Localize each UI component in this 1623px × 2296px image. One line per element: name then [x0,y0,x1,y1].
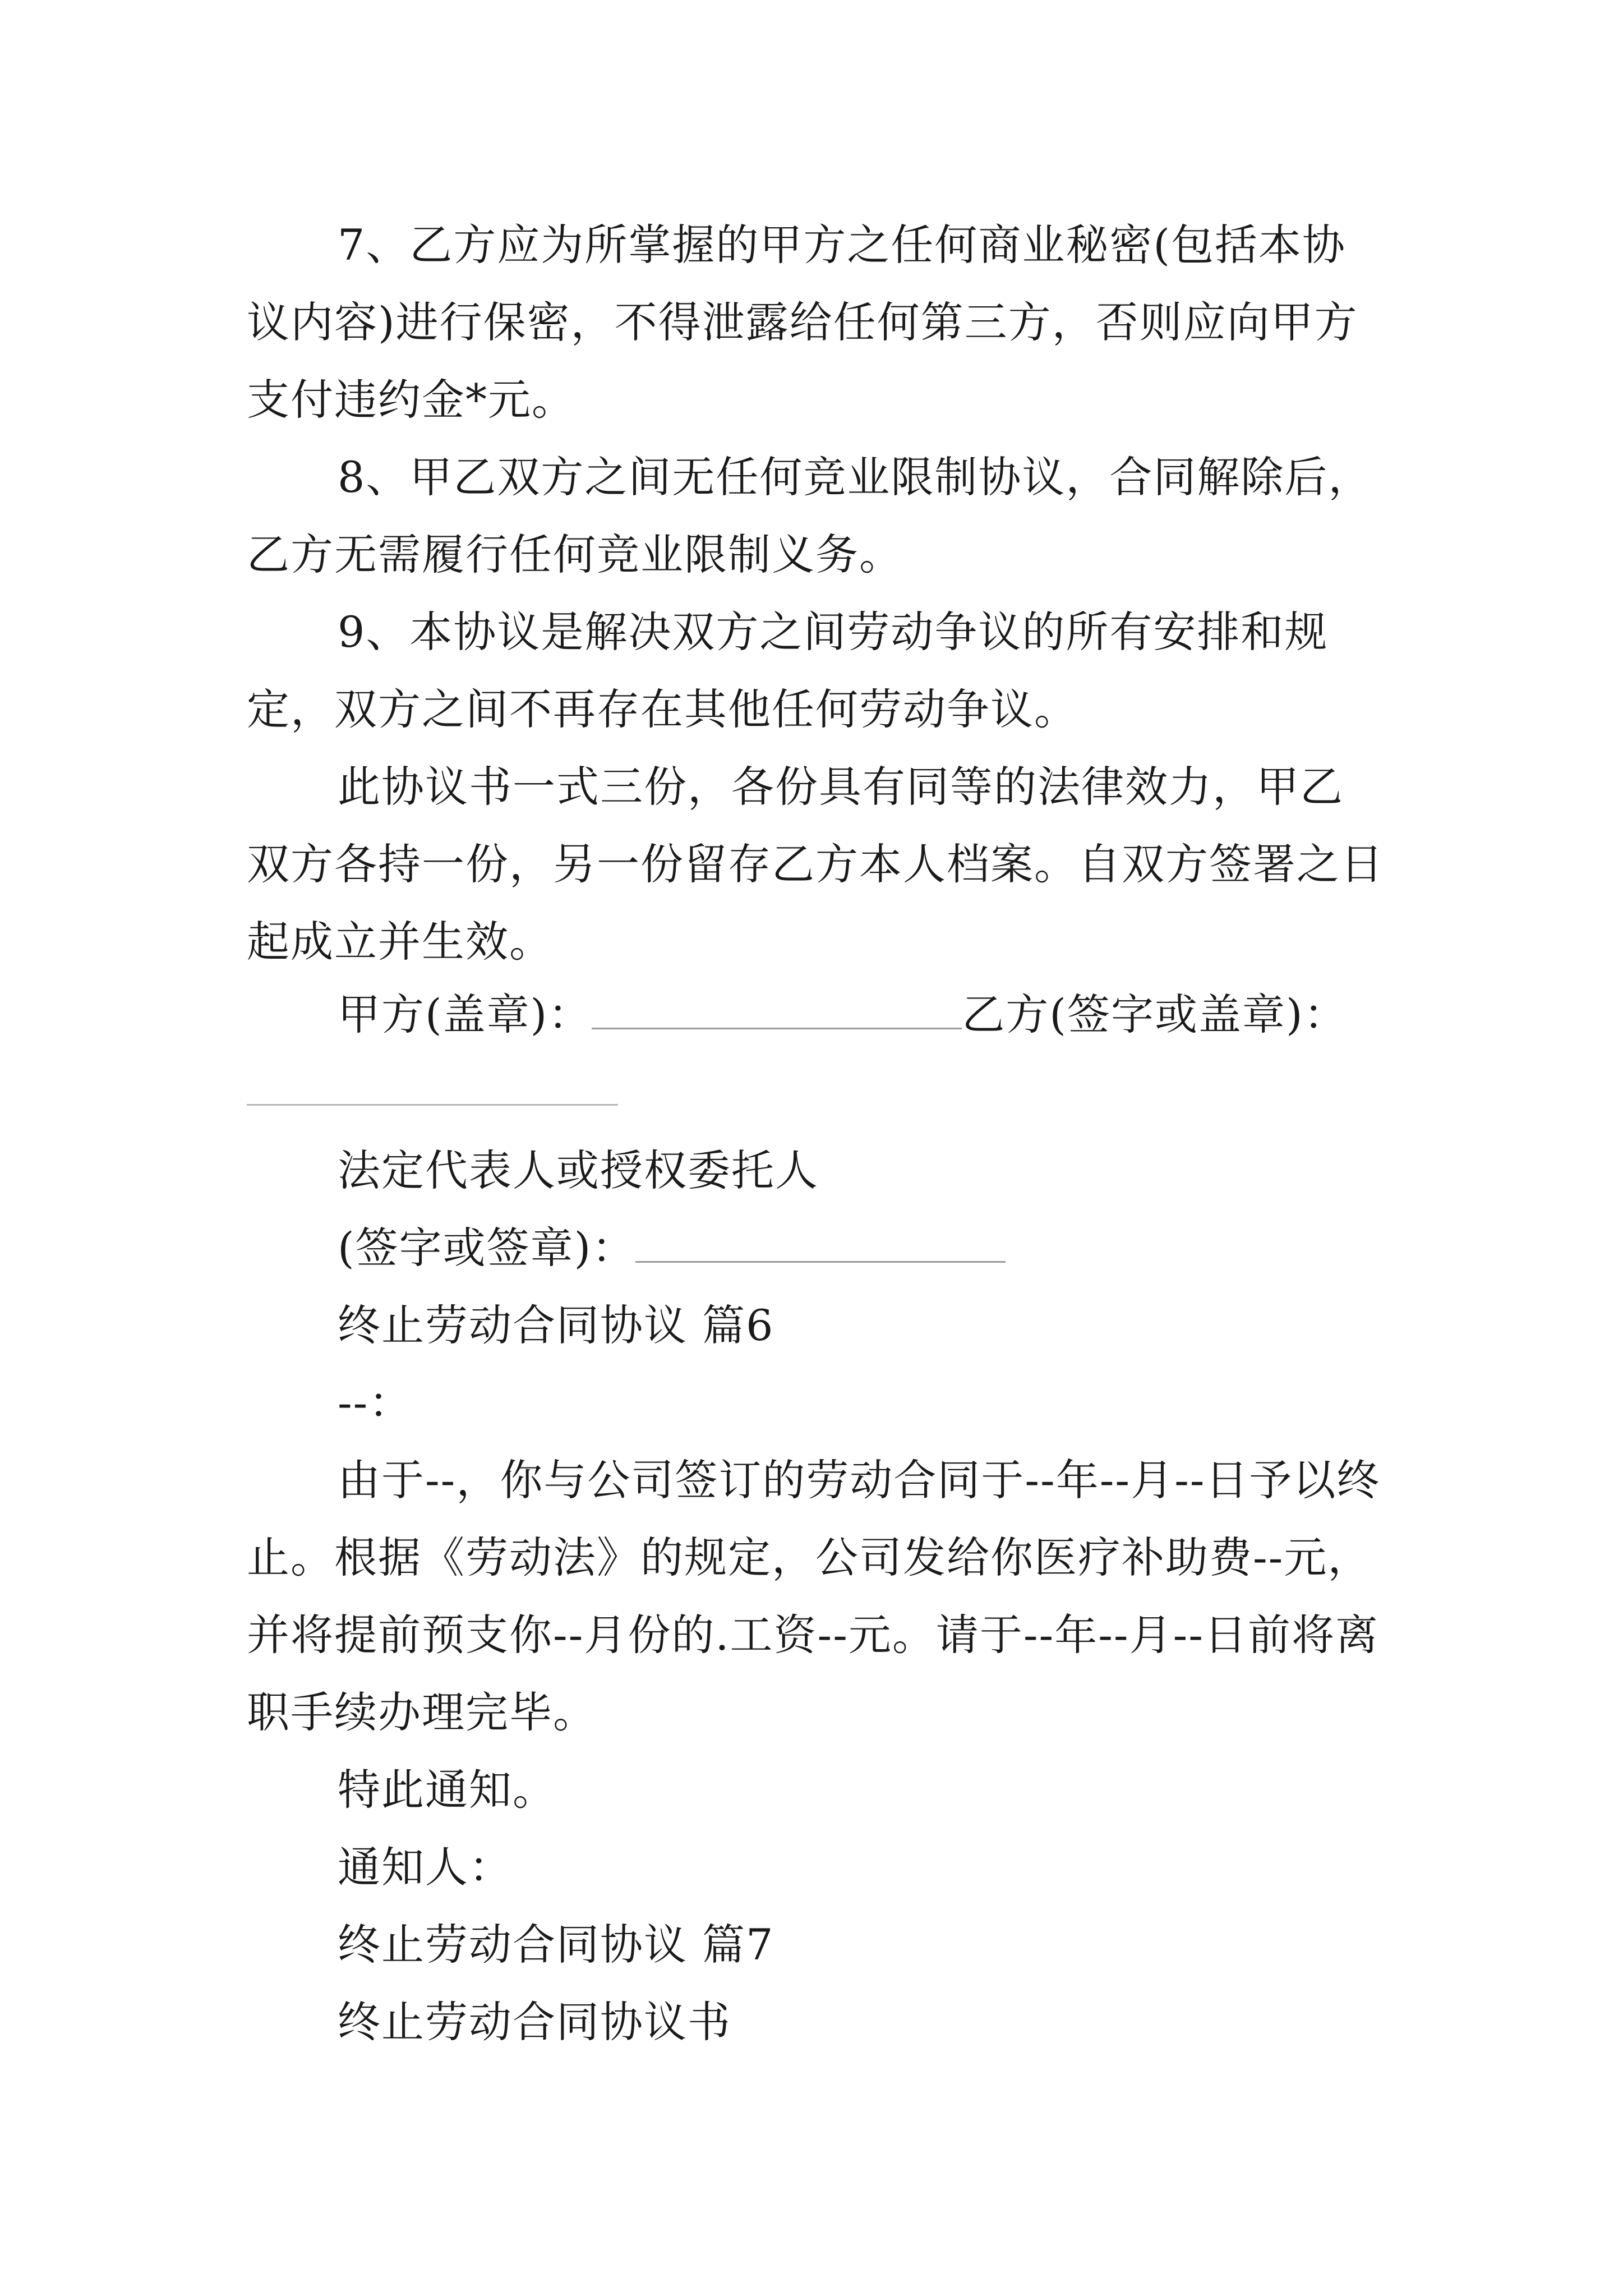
clause-block [247,206,1385,981]
copies-clause: 此协议书一式三份，各份具有同等的法律效力，甲乙双方各持一份，另一份留存乙方本人档案。自双方签署之日起成立并生效。 [247,762,1384,967]
rep-line-2 [338,1209,1006,1287]
notice-block [247,1442,1385,1751]
notice-body: 由于--，你与公司签订的劳动合同于--年--月--日予以终止。根据《劳动法》的规定，公司发给你医疗补助费--元，并将提前预支你--月份的.工资--元。请于--年--月--日前将离职手续办理完毕。 [247,1455,1381,1737]
clause-8: 8、甲乙双方之间无任何竞业限制协议，合同解除后，乙方无需履行任何竞业限制义务。 [247,452,1372,579]
rep-line-1: 法定代表人或授权委托人 [338,1145,819,1195]
section-6-title: 终止劳动合同协议 篇6 [338,1300,774,1350]
signature-line [338,976,1348,1053]
party-a-label: 甲方(盖章)： [338,990,592,1039]
party-b-label: 乙方(签字或盖章)： [962,990,1348,1039]
clause-7: 7、乙方应为所掌握的甲方之任何商业秘密(包括本协议内容)进行保密，不得泄露给任何第三方，否则应向甲方支付违约金*元。 [247,220,1358,425]
addressee: --： [338,1378,413,1428]
rep-sign-label: (签字或签章)： [338,1223,636,1273]
clause-9: 9、本协议是解决双方之间劳动争议的所有安排和规定，双方之间不再存在其他任何劳动争议。 [247,607,1329,734]
party-b-blank [247,1104,618,1106]
section-7-title: 终止劳动合同协议 篇7 [338,1920,774,1970]
notifier: 通知人： [338,1842,513,1892]
rep-sign-blank [635,1260,1006,1263]
party-a-blank [592,1027,962,1029]
notice-close: 特此通知。 [338,1765,556,1815]
section-7-subtitle: 终止劳动合同协议书 [338,1997,731,2047]
